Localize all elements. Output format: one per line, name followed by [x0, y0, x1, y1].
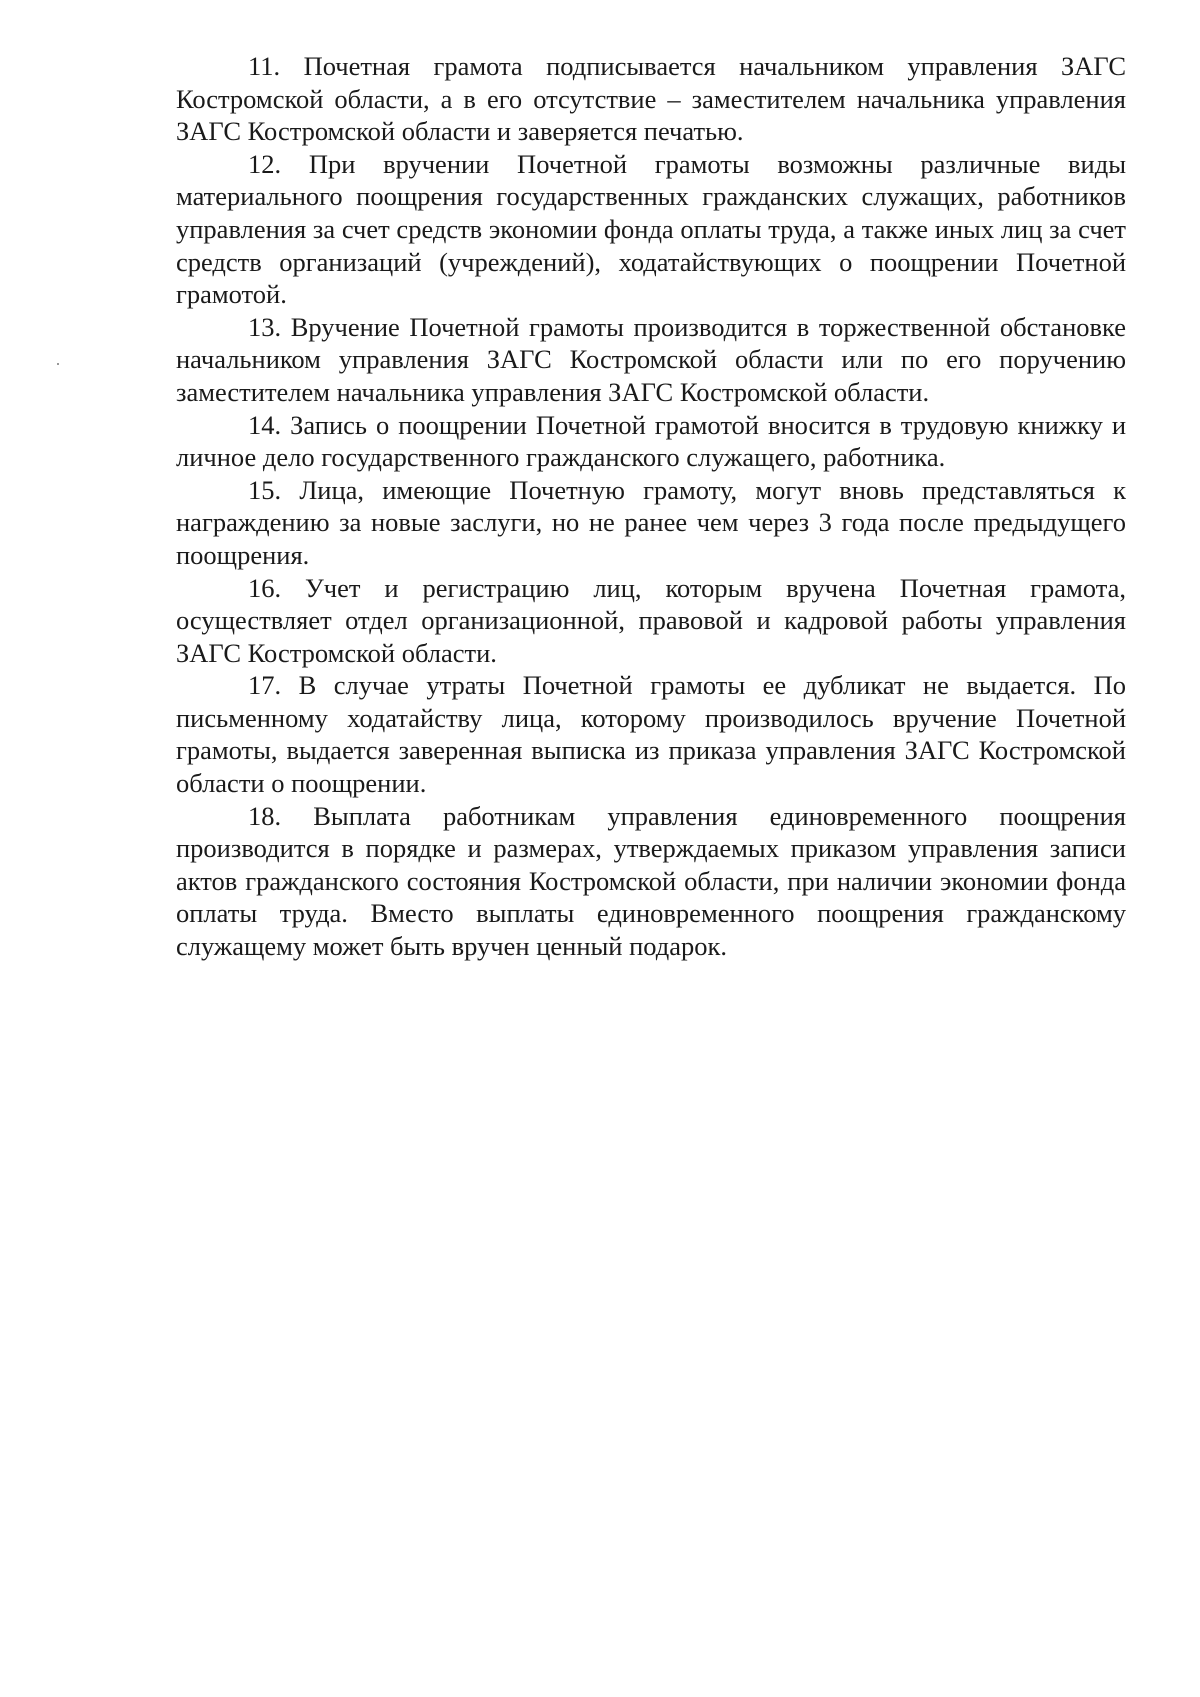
paragraph-11 — [176, 50, 1126, 148]
paragraph-text: Почетная грамота подписывается начальником управления ЗАГС Костромской области, а в его отсутствие – заместителем начальника управления ЗАГС Костромской области и заверяется печатью. — [176, 51, 1127, 147]
paragraph-number: 14. — [248, 409, 282, 440]
paragraph-text: Вручение Почетной грамоты производится в торжественной обстановке начальником управления ЗАГС Костромской области или по его поручению заместителем начальника управления ЗАГС Костромской области. — [176, 311, 1126, 407]
paragraph-14 — [176, 409, 1126, 474]
paragraph-12 — [176, 148, 1126, 311]
paragraph-18 — [176, 800, 1126, 963]
paragraph-13 — [176, 311, 1126, 409]
paragraph-number: 13. — [248, 311, 282, 342]
paragraph-17 — [176, 669, 1126, 799]
paragraph-number: 18. — [248, 800, 282, 831]
paragraph-number: 16. — [248, 572, 282, 603]
paragraph-15 — [176, 474, 1126, 572]
paragraph-16 — [176, 572, 1126, 670]
paragraph-number: 17. — [248, 670, 282, 701]
paragraph-number: 12. — [248, 148, 282, 179]
paragraph-text: Учет и регистрацию лиц, которым вручена Почетная грамота, осуществляет отдел организационной, правовой и кадровой работы управления ЗАГС Костромской области. — [176, 572, 1126, 668]
paragraph-text: При вручении Почетной грамоты возможны различные виды материального поощрения государственных гражданских служащих, работников управления за счет средств экономии фонда оплаты труда, а также иных лиц за счет средств организаций (учреждений), ходатайствующих о поощрении Почетной грамотой. — [176, 148, 1126, 310]
paragraph-text: Выплата работникам управления единовременного поощрения производится в порядке и размерах, утверждаемых приказом управления записи актов гражданского состояния Костромской области, при наличии экономии фонда оплаты труда. Вместо выплаты единовременного поощрения гражданскому служащему может быть вручен ценный подарок. — [176, 800, 1126, 962]
document-body — [176, 50, 1126, 963]
paragraph-number: 15. — [248, 474, 282, 505]
scan-speck — [57, 363, 59, 365]
paragraph-number: 11. — [248, 51, 281, 81]
paragraph-text: Лица, имеющие Почетную грамоту, могут вновь представляться к награждению за новые заслуги, но не ранее чем через 3 года после предыдущего поощрения. — [176, 474, 1126, 570]
paragraph-text: В случае утраты Почетной грамоты ее дубликат не выдается. По письменному ходатайству лица, которому производилось вручение Почетной грамоты, выдается заверенная выписка из приказа управления ЗАГС Костромской области о поощрении. — [176, 670, 1127, 799]
paragraph-text: Запись о поощрении Почетной грамотой вносится в трудовую книжку и личное дело государственного гражданского служащего, работника. — [176, 409, 1127, 473]
